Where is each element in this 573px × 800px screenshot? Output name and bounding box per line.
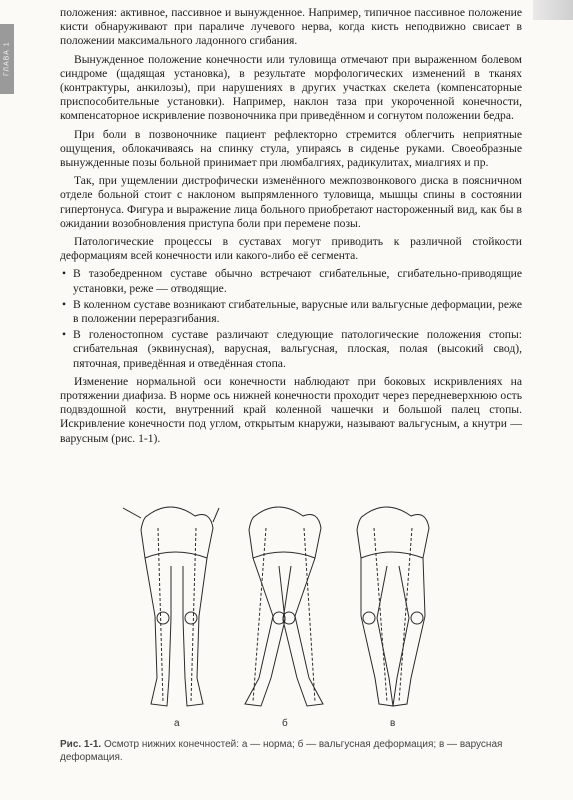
legs-valgus <box>245 507 323 706</box>
paragraph-5: Патологические процессы в суставах могут приводить к различной стойкости деформациям всей конечности или какого-либо её сегмента. <box>60 235 522 263</box>
list-item-ankle: • В голеностопном суставе различают следующие патологические положения стопы: сгибательная (эквинусная), варусная, вальгусная, плоская, полая (высокий свод), пяточная, приведённая и отведённая стопа. <box>60 328 522 371</box>
legs-normal <box>123 507 219 706</box>
figure-caption <box>60 738 520 764</box>
list-item-hip: • В тазобедренном суставе обычно встречают сгибательные, сгибательно-приводящие установки, реже — отводящие. <box>60 267 522 295</box>
paragraph-4: Так, при ущемлении дистрофически изменённого межпозвонкового диска в поясничном отделе больной стоит с наклоном выпрямленного туловища, мышцы спины в состоянии гипертонуса. Фигура и выражение лица больного приобретают настороженный вид, как бы в ожидании возобновления приступа боли при перемене позы. <box>60 174 522 230</box>
paragraph-2: Вынужденное положение конечности или туловища отмечают при выраженном болевом синдроме (щадящая установка), в результате морфологических изменений в тканях (контрактуры, анкилозы), при нарушениях в других участках скелета (компенсаторные приспособительные установки). Например, наклон таза при укороченной конечности, компенсаторное искривление позвоночника при приведённом и согнутом положении бедра. <box>60 52 522 123</box>
figure-label-c: в <box>390 718 396 729</box>
legs-illustration <box>115 488 440 718</box>
figure-label-b: б <box>282 718 288 729</box>
caption-label: Рис. 1-1. <box>60 739 102 750</box>
list-item-knee: • В коленном суставе возникают сгибательные, варусные или вальгусные деформации, реже в положении переразгибания. <box>60 298 522 326</box>
paragraph-3: При боли в позвоночнике пациент рефлекторно стремится облегчить неприятные ощущения, облокачиваясь на спинку стула, упираясь в сиденье руками. Своеобразные вынужденные позы больной принимает при люмбалгиях, радикулитах, миалгиях и пр. <box>60 127 522 170</box>
page-body <box>60 6 522 450</box>
figure-label-a: а <box>174 718 180 729</box>
paragraph-1: положения: активное, пассивное и вынужденное. Например, типичное пассивное положение кисти обнаруживают при параличе лучевого нерва, когда кисть неподвижно свисает в положении максимального ладонного сгибания. <box>60 6 522 48</box>
page-corner-mark <box>533 0 573 20</box>
caption-text: Осмотр нижних конечностей: а — норма; б — вальгусная деформация; в — варусная деформация. <box>60 739 503 763</box>
paragraph-axis: Изменение нормальной оси конечности наблюдают при боковых искривлениях на протяжении диафиза. В норме ось нижней конечности проходит через передневерхнюю ость подвздошной кости, внутренний край коленной чашечки и большой палец стопы. Искривление конечности под углом, открытым кнаружи, называют вальгусным, а кнутри — варусным (рис. 1-1). <box>60 374 522 445</box>
chapter-side-tab: ГЛАВА 1 <box>0 24 14 94</box>
joint-deformity-list <box>60 267 522 370</box>
legs-varus <box>357 507 429 706</box>
